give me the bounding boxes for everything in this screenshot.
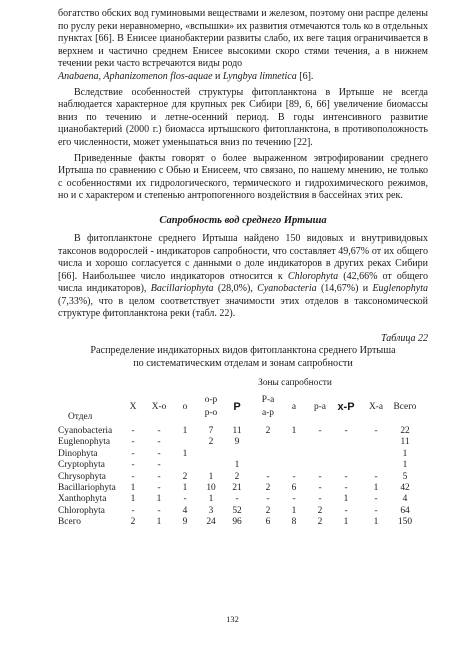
table-cell: 1: [130, 483, 136, 494]
table-cell: 1: [291, 505, 297, 516]
column-header: X: [129, 402, 137, 413]
table-cell: 52: [232, 505, 242, 516]
table-cell: 24: [206, 517, 216, 528]
column-header: a: [291, 402, 297, 413]
table-cell: -: [131, 505, 135, 516]
column-header: x-P: [337, 401, 355, 414]
table-cell: 1: [343, 517, 349, 528]
row-label: Xanthophyta: [58, 494, 107, 505]
table-cell: 1: [156, 517, 162, 528]
table-cell: -: [266, 471, 270, 482]
column-header: o-p: [204, 395, 218, 406]
table-cell: -: [157, 471, 161, 482]
table-cell: -: [292, 494, 296, 505]
table-cell: -: [157, 448, 161, 459]
table-cell: 1: [182, 483, 188, 494]
table-cell: 42: [400, 483, 410, 494]
paragraph-2: Вследствие особенностей структуры фитопланктона в Иртыше не всегда наблюдается характерное для крупных рек Сибири [89, 6, 66] увеличение биомассы вниз по течению и летне-осенний период. В годы интенсивного развитие цианобактерий (2000 г.) биомасса иртышского фитопланктона, в противоположность его численности, может уменьшаться вниз по течению [22].: [58, 86, 428, 148]
table-cell: 1: [373, 483, 379, 494]
table-cell: 2: [234, 471, 240, 482]
table-cell: 7: [208, 426, 214, 437]
table-cell: -: [374, 505, 378, 516]
table-cell: 1: [402, 460, 408, 471]
column-header: P-a: [261, 395, 275, 406]
table-caption-line-1: Распределение индикаторных видов фитопланктона среднего Иртыша: [90, 345, 396, 357]
table-label: Таблица 22: [381, 333, 428, 345]
row-header: Отдел: [68, 412, 93, 423]
table-cell: -: [318, 471, 322, 482]
table-cell: 6: [291, 483, 297, 494]
table-cell: -: [344, 483, 348, 494]
paragraph-4: В фитопланктоне среднего Иртыша найдено 150 видовых и внутривидовых таксонов водорослей - индикаторов сапробности, что составляет 49,67% от их общего числа и хорошо согласуется с данными о доле индикаторов в других реках Сибири [66]. Наибольшее число индикаторов относится к Chlorophyta (42,66% от общего числа индикаторов), Bacillariophyta (28,0%), Cyanobacteria (14,67%) и Euglenophyta (7,33%), что в целом соответствует значимости этих отделов в таксономической структуре фитопланктона реки (табл. 22).: [58, 232, 428, 320]
table-cell: -: [344, 471, 348, 482]
column-subheader: a-p: [262, 408, 274, 419]
table-cell: 2: [182, 471, 188, 482]
table-cell: 2: [317, 517, 323, 528]
row-label: Cyanobacteria: [58, 426, 113, 437]
table-cell: 1: [182, 426, 188, 437]
row-label: Euglenophyta: [58, 437, 111, 448]
table-cell: -: [131, 448, 135, 459]
table-cell: -: [318, 494, 322, 505]
column-header: P: [233, 401, 241, 414]
table-cell: 10: [206, 483, 216, 494]
table-cell: 6: [265, 517, 271, 528]
table-cell: 1: [343, 494, 349, 505]
row-label: Bacillariophyta: [58, 483, 116, 494]
paragraph-1: богатство обских вод гуминовыми веществами и железом, поэтому они распре делены по руслу реки неравномерно, «вспышки» их развития отмечаются толь ко в отдельных пунктах [66]. В Енисее цианобактерии развиты слабо, их веге тация ограничивается в верхнем и частично среднем Енисее высокими скоро стями течения, а в нижнем течении реки часто встречаются виды родо Anabaena, Aphanizomenon flos-aquae и Lyngbya limnetica [6].: [58, 8, 428, 82]
table-cell: 1: [208, 494, 214, 505]
paragraph-3: Приведенные факты говорят о более выраженном эвтрофировании среднего Иртыша по сравнению с Обью и Енисеем, что связано, по нашему мнению, не только с особенностями их гидрологического, термического и гидрохимического режимов, но и с характером и степенью антропогенного воздействия в бассейнах этих рек.: [58, 152, 428, 202]
section-title: Сапробность вод среднего Иртыша: [159, 214, 327, 226]
table-caption-line-2: по систематическим отделам и зонам сапробности: [133, 357, 353, 369]
table-cell: 9: [182, 517, 188, 528]
saprobity-table: [58, 378, 428, 528]
table-cell: 5: [402, 471, 408, 482]
table-cell: -: [131, 437, 135, 448]
table-cell: 2: [208, 437, 214, 448]
table-cell: 1: [182, 448, 188, 459]
table-cell: 1: [156, 494, 162, 505]
table-cell: -: [292, 471, 296, 482]
table-cell: 3: [208, 505, 214, 516]
row-label: Dinophyta: [58, 448, 98, 459]
page-content: [58, 8, 428, 528]
table-cell: 1: [373, 517, 379, 528]
table-cell: -: [266, 494, 270, 505]
table-cell: 2: [317, 505, 323, 516]
table-cell: 1: [130, 494, 136, 505]
table-cell: -: [374, 494, 378, 505]
column-header: X-a: [368, 402, 384, 413]
table-cell: 96: [232, 517, 242, 528]
table-cell: 1: [234, 460, 240, 471]
row-label: Cryptophyta: [58, 460, 105, 471]
table-cell: 4: [182, 505, 188, 516]
row-label: Chrysophyta: [58, 471, 106, 482]
row-label: Всего: [58, 517, 81, 528]
table-cell: -: [235, 494, 239, 505]
column-subheader: p-o: [204, 408, 218, 419]
column-header: X-o: [151, 402, 167, 413]
table-cell: -: [344, 505, 348, 516]
table-cell: -: [157, 460, 161, 471]
table-cell: 11: [232, 426, 242, 437]
table-cell: -: [374, 426, 378, 437]
table-cell: -: [157, 505, 161, 516]
table-cell: -: [131, 471, 135, 482]
table-cell: 2: [265, 505, 271, 516]
column-header: o: [182, 402, 188, 413]
column-header: Всего: [393, 402, 417, 413]
table-cell: -: [131, 460, 135, 471]
table-cell: 4: [402, 494, 408, 505]
table-cell: 64: [400, 505, 410, 516]
table-cell: -: [183, 494, 187, 505]
table-cell: 2: [130, 517, 136, 528]
table-cell: -: [157, 437, 161, 448]
table-cell: 1: [291, 426, 297, 437]
zones-group-header: Зоны сапробности: [258, 378, 332, 389]
table-cell: 11: [400, 437, 410, 448]
table-cell: 9: [234, 437, 240, 448]
table-cell: -: [344, 426, 348, 437]
table-cell: 1: [402, 448, 408, 459]
table-cell: -: [157, 426, 161, 437]
table-cell: 2: [265, 483, 271, 494]
row-label: Chlorophyta: [58, 505, 105, 516]
table-cell: -: [374, 471, 378, 482]
table-cell: -: [131, 426, 135, 437]
table-cell: -: [157, 483, 161, 494]
table-cell: -: [318, 426, 322, 437]
table-cell: 22: [400, 426, 410, 437]
table-cell: -: [318, 483, 322, 494]
table-cell: 8: [291, 517, 297, 528]
table-cell: 1: [208, 471, 214, 482]
table-cell: 2: [265, 426, 271, 437]
column-header: p-a: [314, 402, 326, 413]
table-cell: 21: [232, 483, 242, 494]
table-cell: 150: [397, 517, 413, 528]
page-number: 132: [226, 614, 239, 624]
